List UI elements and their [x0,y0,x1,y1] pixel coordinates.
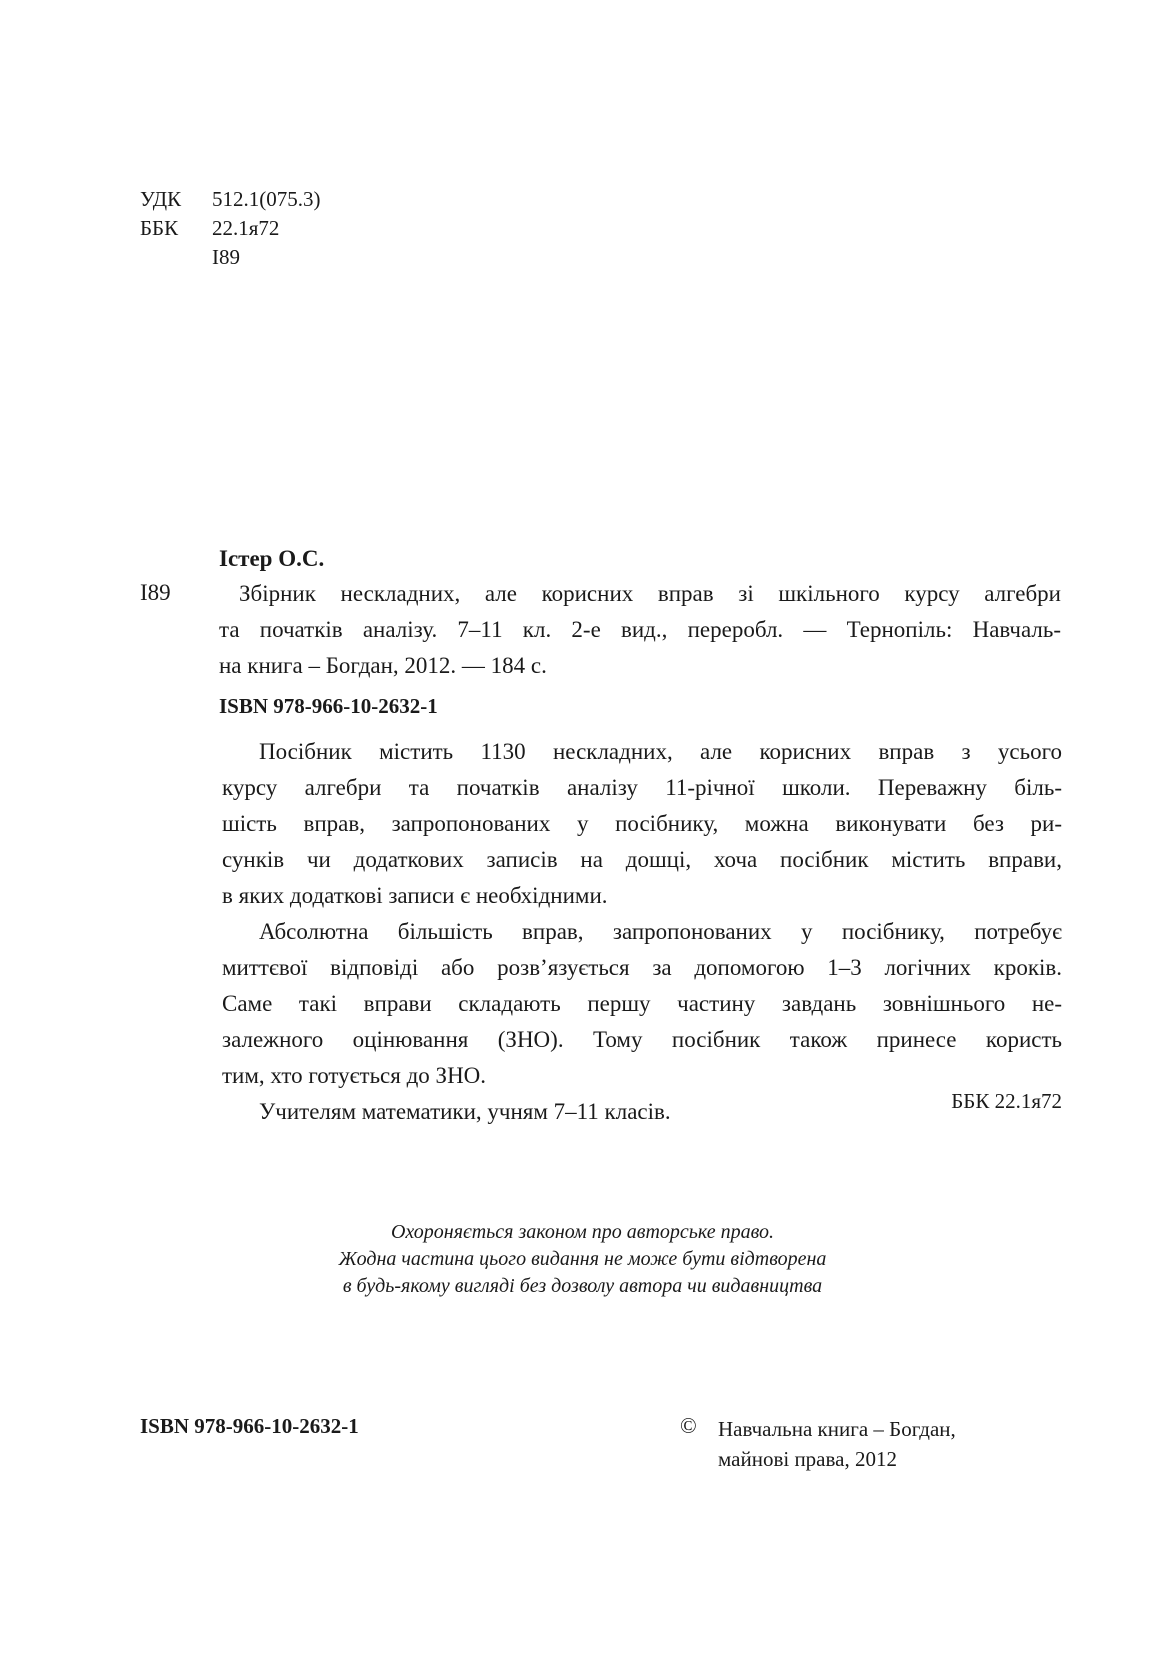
abstract-line: сунків чи додаткових записів на дошці, хоча посібник містить вправи, [222,847,1062,872]
author-code: І89 [140,580,171,605]
abstract-line: Учителям математики, учням 7–11 класів. [259,1099,671,1124]
publisher-rights [718,1414,956,1474]
bbk-footer: ББК 22.1я72 [951,1089,1062,1113]
abstract-line: в яких додаткові записи є необхідними. [222,883,608,908]
author-name: Істер О.С. [219,546,325,571]
udk-label: УДК [140,187,182,211]
udk-row [140,185,321,213]
copyright-notice-line: Жодна частина цього видання не може бути відтворена [338,1248,827,1270]
copyright-notice [0,1219,1165,1300]
author-mark-row [140,243,240,271]
abstract [222,734,1062,1130]
abstract-line: тим, хто готується до ЗНО. [222,1063,487,1088]
bbk-label: ББК [140,216,179,240]
abstract-line: залежного оцінювання (ЗНО). Тому посібник також принесе користь [222,1027,1062,1052]
bibliographic-description [219,576,1061,684]
publisher-line: майнові права, 2012 [718,1447,897,1471]
bibliographic-line: та початків аналізу. 7–11 кл. 2-е вид., переробл. — Тернопіль: Навчаль- [219,617,1061,642]
bbk-value: 22.1я72 [212,216,280,240]
abstract-line: Саме такі вправи складають першу частину завдань зовнішнього не- [222,991,1062,1016]
author-mark: І89 [212,245,240,269]
abstract-line: миттєвої відповіді або розв’язується за допомогою 1–3 логічних кроків. [222,955,1062,980]
isbn: ISBN 978-966-10-2632-1 [219,694,438,718]
copyright-notice-line: в будь-якому вигляді без дозволу автора чи видавництва [342,1275,823,1297]
publisher-line: Навчальна книга – Богдан, [718,1417,956,1441]
copyright-notice-line: Охороняється законом про авторське право. [390,1221,775,1243]
abstract-line: Посібник містить 1130 нескладних, але корисних вправ з усього [259,739,1062,764]
footer-isbn: ISBN 978-966-10-2632-1 [140,1414,359,1438]
udk-value: 512.1(075.3) [212,187,321,211]
bibliographic-line: на книга – Богдан, 2012. — 184 с. [219,653,547,678]
abstract-line: курсу алгебри та початків аналізу 11-річної школи. Переважну біль- [222,775,1062,800]
bibliographic-line: Збірник нескладних, але корисних вправ зі шкільного курсу алгебри [239,581,1061,606]
bbk-row [140,214,279,242]
abstract-line: шість вправ, запропонованих у посібнику, можна виконувати без ри- [222,811,1062,836]
abstract-line: Абсолютна більшість вправ, запропонованих у посібнику, потребує [259,919,1062,944]
copyright-symbol: © [680,1413,697,1438]
